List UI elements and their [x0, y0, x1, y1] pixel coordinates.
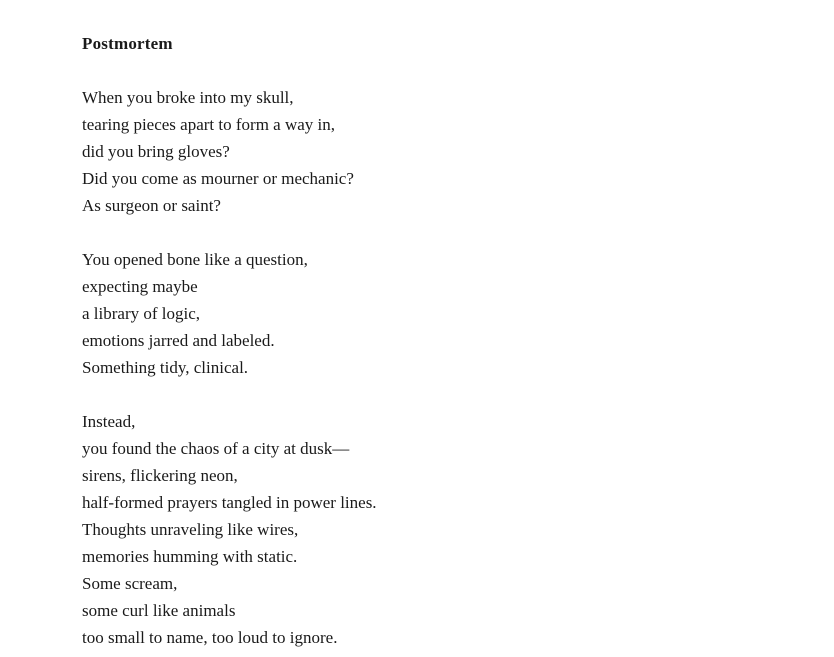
- poem-stanza: [82, 246, 794, 381]
- poem-line: you found the chaos of a city at dusk—: [82, 439, 350, 458]
- poem-line: did you bring gloves?: [82, 142, 230, 161]
- poem-line: Some scream,: [82, 574, 178, 593]
- poem-line: Did you come as mourner or mechanic?: [82, 169, 354, 188]
- poem-line: When you broke into my skull,: [82, 88, 294, 107]
- poem-stanza: [82, 408, 794, 651]
- poem-line: Thoughts unraveling like wires,: [82, 520, 299, 539]
- poem-title: Postmortem: [82, 34, 173, 53]
- poem-stanza: [82, 84, 794, 219]
- poem-line: Something tidy, clinical.: [82, 358, 249, 377]
- poem-line: tearing pieces apart to form a way in,: [82, 115, 336, 134]
- poem-line: Instead,: [82, 412, 136, 431]
- poem-line: too small to name, too loud to ignore.: [82, 628, 338, 647]
- poem-line: As surgeon or saint?: [82, 196, 221, 215]
- poem-line: emotions jarred and labeled.: [82, 331, 275, 350]
- poem-line: sirens, flickering neon,: [82, 466, 238, 485]
- poem-line: memories humming with static.: [82, 547, 298, 566]
- poem-line: a library of logic,: [82, 304, 201, 323]
- poem-line: some curl like animals: [82, 601, 236, 620]
- poem-line: half-formed prayers tangled in power lines.: [82, 493, 377, 512]
- poem-line: expecting maybe: [82, 277, 198, 296]
- poem-line: You opened bone like a question,: [82, 250, 308, 269]
